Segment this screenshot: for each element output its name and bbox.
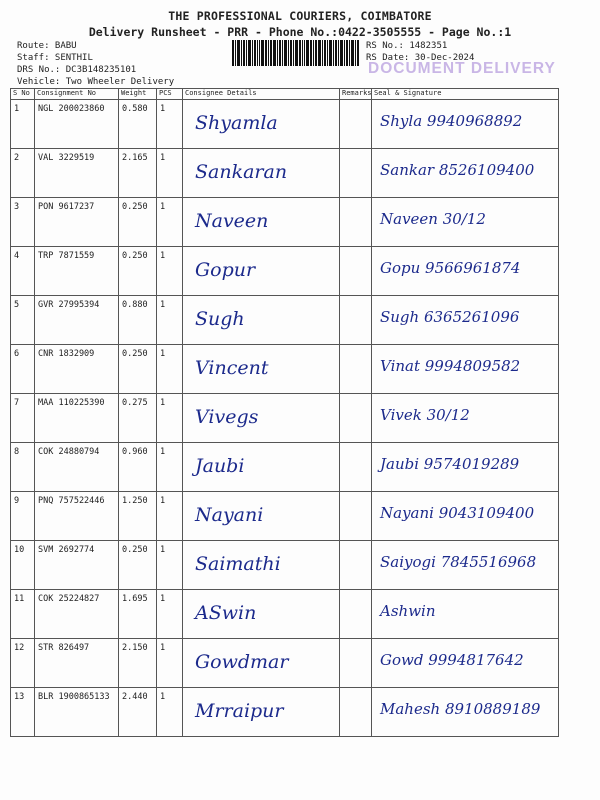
row-seal-signature: [372, 198, 559, 247]
row-consignee-details: [183, 541, 340, 590]
table-row: [11, 345, 559, 394]
row-sno: 5: [11, 296, 35, 345]
row-consignment-number: COK 25224827: [35, 590, 119, 639]
handwritten-consignee-name: Gowdmar: [195, 651, 289, 673]
table-row: [11, 149, 559, 198]
handwritten-signature: Ashwin: [380, 602, 436, 620]
row-consignee-details: [183, 247, 340, 296]
row-pieces: 1: [157, 198, 183, 247]
handwritten-consignee-name: Shyamla: [195, 112, 278, 134]
runsheet-title: Delivery Runsheet - PRR - Phone No.:0422-3505555 - Page No.:1: [88, 25, 512, 39]
row-pieces: 1: [157, 149, 183, 198]
handwritten-signature: Sugh 6365261096: [380, 308, 520, 326]
handwritten-signature: Vinat 9994809582: [380, 357, 521, 375]
table-row: [11, 443, 559, 492]
row-remarks: [340, 492, 372, 541]
row-pieces: 1: [157, 296, 183, 345]
row-seal-signature: [372, 100, 559, 149]
row-pieces: 1: [157, 541, 183, 590]
row-consignee-details: [183, 590, 340, 639]
handwritten-consignee-name: Naveen: [195, 210, 269, 232]
row-consignee-details: [183, 639, 340, 688]
row-seal-signature: [372, 590, 559, 639]
handwritten-consignee-name: Sugh: [195, 308, 245, 330]
row-pieces: 1: [157, 590, 183, 639]
row-weight: 1.250: [119, 492, 157, 541]
table-row: [11, 394, 559, 443]
handwritten-consignee-name: Jaubi: [195, 455, 245, 477]
row-weight: 0.250: [119, 247, 157, 296]
handwritten-consignee-name: Gopur: [195, 259, 256, 281]
row-sno: 1: [11, 100, 35, 149]
row-consignment-number: STR 826497: [35, 639, 119, 688]
row-consignee-details: [183, 345, 340, 394]
handwritten-signature: Gowd 9994817642: [380, 651, 524, 669]
row-remarks: [340, 247, 372, 296]
row-seal-signature: [372, 394, 559, 443]
table-header: [11, 89, 559, 100]
row-pieces: 1: [157, 492, 183, 541]
row-pieces: 1: [157, 443, 183, 492]
row-sno: 2: [11, 149, 35, 198]
handwritten-consignee-name: Vincent: [195, 357, 269, 379]
handwritten-signature: Jaubi 9574019289: [380, 455, 520, 473]
row-sno: 10: [11, 541, 35, 590]
handwritten-consignee-name: Saimathi: [195, 553, 281, 575]
row-consignment-number: VAL 3229519: [35, 149, 119, 198]
handwritten-consignee-name: ASwin: [195, 602, 257, 624]
handwritten-signature: Saiyogi 7845516968: [380, 553, 537, 571]
handwritten-consignee-name: Nayani: [195, 504, 264, 526]
row-seal-signature: [372, 443, 559, 492]
drs-number: DRS No.: DC3B148235101: [17, 65, 137, 75]
row-weight: 0.580: [119, 100, 157, 149]
row-consignee-details: [183, 688, 340, 737]
row-weight: 2.440: [119, 688, 157, 737]
handwritten-signature: Gopu 9566961874: [380, 259, 521, 277]
table-row: [11, 296, 559, 345]
handwritten-consignee-name: Mrraipur: [195, 700, 284, 722]
row-weight: 0.250: [119, 541, 157, 590]
row-weight: 2.165: [119, 149, 157, 198]
row-sno: 9: [11, 492, 35, 541]
col-consignee-details: Consignee Details: [183, 89, 340, 100]
handwritten-signature: Vivek 30/12: [380, 406, 470, 424]
barcode-graphic: [232, 40, 360, 66]
table-row: [11, 590, 559, 639]
row-sno: 12: [11, 639, 35, 688]
runsheet-meta-left: [17, 40, 174, 88]
row-consignment-number: CNR 1832909: [35, 345, 119, 394]
row-pieces: 1: [157, 688, 183, 737]
row-remarks: [340, 394, 372, 443]
vehicle-label: Vehicle: Two Wheeler Delivery: [17, 77, 175, 87]
table-row: [11, 100, 559, 149]
row-consignment-number: BLR 1900865133: [35, 688, 119, 737]
row-consignee-details: [183, 198, 340, 247]
row-consignment-number: PON 9617237: [35, 198, 119, 247]
col-weight: Weight: [119, 89, 157, 100]
row-consignee-details: [183, 492, 340, 541]
table-row: [11, 198, 559, 247]
row-sno: 8: [11, 443, 35, 492]
row-remarks: [340, 198, 372, 247]
table-row: [11, 688, 559, 737]
row-seal-signature: [372, 345, 559, 394]
col-remarks: Remarks: [340, 89, 372, 100]
rs-date: RS Date: 30-Dec-2024: [366, 53, 475, 63]
row-consignee-details: [183, 443, 340, 492]
row-consignee-details: [183, 149, 340, 198]
row-weight: 0.960: [119, 443, 157, 492]
row-consignee-details: [183, 296, 340, 345]
company-name: THE PROFESSIONAL COURIERS, COIMBATORE: [168, 9, 432, 23]
row-remarks: [340, 590, 372, 639]
staff-label: Staff: SENTHIL: [17, 53, 93, 63]
handwritten-signature: Naveen 30/12: [380, 210, 486, 228]
row-consignment-number: GVR 27995394: [35, 296, 119, 345]
row-pieces: 1: [157, 394, 183, 443]
row-sno: 11: [11, 590, 35, 639]
row-pieces: 1: [157, 639, 183, 688]
document-delivery-stamp: DOCUMENT DELIVERY: [368, 60, 556, 77]
row-remarks: [340, 688, 372, 737]
row-sno: 13: [11, 688, 35, 737]
row-consignment-number: TRP 7871559: [35, 247, 119, 296]
row-sno: 4: [11, 247, 35, 296]
row-consignment-number: COK 24880794: [35, 443, 119, 492]
handwritten-consignee-name: Sankaran: [195, 161, 288, 183]
row-consignee-details: [183, 394, 340, 443]
row-remarks: [340, 541, 372, 590]
col-pcs: PCS: [157, 89, 183, 100]
row-weight: 0.880: [119, 296, 157, 345]
row-seal-signature: [372, 149, 559, 198]
row-weight: 0.250: [119, 345, 157, 394]
row-remarks: [340, 639, 372, 688]
row-consignment-number: MAA 110225390: [35, 394, 119, 443]
row-seal-signature: [372, 541, 559, 590]
row-consignment-number: SVM 2692774: [35, 541, 119, 590]
row-seal-signature: [372, 688, 559, 737]
col-consignment: Consignment No: [35, 89, 119, 100]
handwritten-signature: Nayani 9043109400: [380, 504, 535, 522]
table-row: [11, 541, 559, 590]
row-seal-signature: [372, 639, 559, 688]
handwritten-signature: Sankar 8526109400: [380, 161, 535, 179]
rs-number: RS No.: 1482351: [366, 41, 448, 51]
row-sno: 6: [11, 345, 35, 394]
row-remarks: [340, 149, 372, 198]
table-row: [11, 247, 559, 296]
row-seal-signature: [372, 247, 559, 296]
table-row: [11, 492, 559, 541]
row-consignee-details: [183, 100, 340, 149]
row-pieces: 1: [157, 247, 183, 296]
route-label: Route: BABU: [17, 41, 77, 51]
row-weight: 0.250: [119, 198, 157, 247]
handwritten-consignee-name: Vivegs: [195, 406, 259, 428]
delivery-table: [10, 88, 559, 737]
row-pieces: 1: [157, 345, 183, 394]
table-row: [11, 639, 559, 688]
row-remarks: [340, 443, 372, 492]
row-consignment-number: PNQ 757522446: [35, 492, 119, 541]
row-seal-signature: [372, 296, 559, 345]
row-seal-signature: [372, 492, 559, 541]
row-pieces: 1: [157, 100, 183, 149]
row-sno: 7: [11, 394, 35, 443]
handwritten-signature: Shyla 9940968892: [380, 112, 523, 130]
handwritten-signature: Mahesh 8910889189: [380, 700, 541, 718]
row-remarks: [340, 345, 372, 394]
row-weight: 0.275: [119, 394, 157, 443]
col-seal-signature: Seal & Signature: [372, 89, 559, 100]
row-weight: 2.150: [119, 639, 157, 688]
row-sno: 3: [11, 198, 35, 247]
col-sno: S No: [11, 89, 35, 100]
row-weight: 1.695: [119, 590, 157, 639]
row-remarks: [340, 100, 372, 149]
row-consignment-number: NGL 200023860: [35, 100, 119, 149]
row-remarks: [340, 296, 372, 345]
